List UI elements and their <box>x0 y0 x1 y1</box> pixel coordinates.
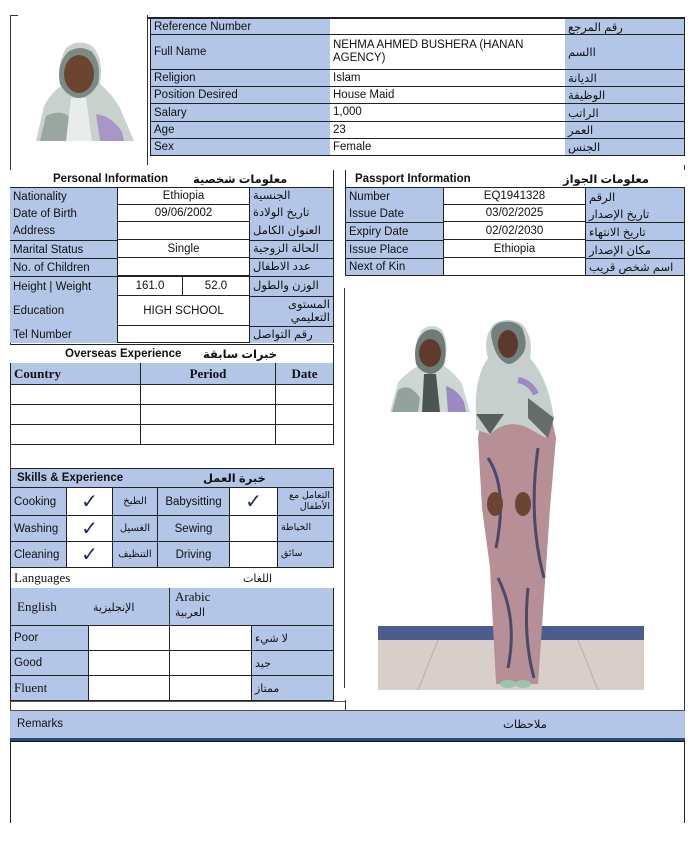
header-value: House Maid <box>330 87 566 104</box>
skill-label: Cleaning <box>10 542 67 568</box>
language-arabic-level[interactable] <box>170 626 252 651</box>
overseas-title-ar: خبرات سابقة <box>203 348 278 361</box>
remarks-field[interactable] <box>10 742 685 823</box>
header-label: Age <box>150 122 331 139</box>
checkmark-icon: ✓ <box>245 491 262 513</box>
photo-frame-right-border <box>344 288 345 688</box>
full-body-photo <box>378 318 644 690</box>
personal-label: Tel Number <box>10 326 118 343</box>
language-level-label-ar: جيد <box>252 651 334 676</box>
header-label-ar: العمر <box>565 122 685 139</box>
personal-label-ar: الوزن والطول <box>250 276 334 296</box>
personal-label: Date of Birth <box>10 205 118 222</box>
overseas-column-header: Country <box>10 363 141 385</box>
header-label: Reference Number <box>150 19 331 35</box>
remarks-label-ar: ملاحظات <box>503 719 547 731</box>
overseas-cell[interactable] <box>276 425 334 445</box>
language-level-label-ar: لا شيء <box>252 626 334 651</box>
passport-value: Ethiopia <box>444 240 586 258</box>
weight-value: 52.0 <box>183 276 250 296</box>
header-label-ar: االسم <box>565 35 685 70</box>
personal-label: Address <box>10 222 118 240</box>
passport-label: Expiry Date <box>345 222 444 240</box>
overseas-cell[interactable] <box>276 385 334 405</box>
passport-label-ar: تاريخ الإصدار <box>586 205 685 222</box>
header-value <box>330 19 566 35</box>
overseas-title: Overseas Experience <box>65 347 182 360</box>
personal-label-ar: رقم التواصل <box>250 326 334 343</box>
personal-label: Education <box>10 296 118 326</box>
personal-label: Nationality <box>10 188 118 205</box>
header-label-ar: الوظيفة <box>565 87 685 104</box>
skill-checkbox[interactable] <box>67 488 113 516</box>
overseas-cell[interactable] <box>141 425 276 445</box>
overseas-cell[interactable] <box>141 405 276 425</box>
header-label-ar: رقم المرجع <box>565 19 685 35</box>
language-level-label: Good <box>10 651 89 676</box>
language-level-label-ar: ممتاز <box>252 676 334 701</box>
overseas-column-header: Date <box>276 363 334 385</box>
checkmark-icon: ✓ <box>81 544 98 566</box>
personal-value: Ethiopia <box>118 188 250 205</box>
language-level-label: Poor <box>10 626 89 651</box>
header-value: NEHMA AHMED BUSHERA (HANAN AGENCY) <box>330 35 566 70</box>
header-label-ar: الديانة <box>565 70 685 87</box>
passport-label: Issue Place <box>345 240 444 258</box>
language-english-level[interactable] <box>89 651 170 676</box>
personal-label: No. of Children <box>10 258 118 276</box>
personal-value: HIGH SCHOOL <box>118 296 250 326</box>
passport-label-ar: الرقم <box>586 188 685 205</box>
remarks-label: Remarks <box>17 718 64 730</box>
checkmark-icon: ✓ <box>81 518 98 540</box>
language-english: English <box>17 599 57 614</box>
overseas-cell[interactable] <box>276 405 334 425</box>
language-level-label: Fluent <box>10 676 89 701</box>
personal-value <box>118 222 250 240</box>
skill-checkbox[interactable] <box>230 488 278 516</box>
language-arabic-ar: العربية <box>175 607 206 619</box>
passport-value: 02/02/2030 <box>444 222 586 240</box>
skill-checkbox[interactable] <box>67 542 113 568</box>
personal-value: 09/06/2002 <box>118 205 250 222</box>
page-frame-top-left <box>10 15 18 16</box>
personal-label-ar: المستوى التعليمي <box>250 296 334 326</box>
skill-label-ar: التعامل مع الأطفال <box>278 488 334 516</box>
skill-label: Driving <box>158 542 230 568</box>
passport-value <box>444 258 586 276</box>
language-english-level[interactable] <box>89 626 170 651</box>
overseas-cell[interactable] <box>10 385 141 405</box>
header-label-ar: الراتب <box>565 104 685 122</box>
skill-checkbox[interactable] <box>230 542 278 568</box>
skill-label-ar: الغسيل <box>113 516 158 542</box>
personal-label-ar: تاريخ الولادة <box>250 205 334 222</box>
personal-info-title-ar: معلومات شخصية <box>193 174 288 186</box>
passport-title: Passport Information <box>355 173 471 185</box>
header-value: 1,000 <box>330 104 566 122</box>
personal-value <box>118 326 250 343</box>
overseas-cell[interactable] <box>10 405 141 425</box>
languages-title: Languages <box>10 568 334 588</box>
personal-label: Height | Weight <box>10 276 118 296</box>
header-label: Full Name <box>150 35 331 70</box>
passport-title-ar: معلومات الجواز <box>563 174 650 186</box>
header-label: Sex <box>150 139 331 156</box>
passport-label-ar: مكان الإصدار <box>586 240 685 258</box>
personal-label-ar: العنوان الكامل <box>250 222 334 240</box>
languages-divider <box>169 588 170 626</box>
skill-checkbox[interactable] <box>67 516 113 542</box>
left-section-bottom <box>10 701 346 702</box>
skill-checkbox[interactable] <box>230 516 278 542</box>
header-value: 23 <box>330 122 566 139</box>
overseas-cell[interactable] <box>141 385 276 405</box>
skills-title-ar: خبرة العمل <box>203 473 266 485</box>
language-arabic: Arabic <box>175 589 211 604</box>
personal-label: Marital Status <box>10 240 118 258</box>
skill-label-ar: سائق <box>278 542 334 568</box>
skill-label-ar: الطبخ <box>113 488 158 516</box>
personal-info-title: Personal Information <box>53 173 169 185</box>
personal-value <box>118 258 250 276</box>
header-label: Position Desired <box>150 87 331 104</box>
language-english-level[interactable] <box>89 676 170 701</box>
skill-label: Sewing <box>158 516 230 542</box>
header-label-ar: الجنس <box>565 139 685 156</box>
language-arabic-level[interactable] <box>170 651 252 676</box>
height-value: 161.0 <box>118 276 183 296</box>
checkmark-icon: ✓ <box>81 491 98 513</box>
passport-label: Issue Date <box>345 205 444 222</box>
passport-value: 03/02/2025 <box>444 205 586 222</box>
overseas-cell[interactable] <box>10 425 141 445</box>
personal-label-ar: الجنسية <box>250 188 334 205</box>
passport-label: Number <box>345 188 444 205</box>
header-label: Salary <box>150 104 331 122</box>
header-value: Islam <box>330 70 566 87</box>
skill-label: Cooking <box>10 488 67 516</box>
left-section-divider <box>345 700 346 710</box>
skill-label-ar: التنظيف <box>113 542 158 568</box>
skills-title: Skills & Experience <box>17 472 124 484</box>
language-english-ar: الإنجليزية <box>93 601 135 614</box>
passport-label: Next of Kin <box>345 258 444 276</box>
languages-title-ar: اللغات <box>243 572 273 585</box>
passport-label-ar: تاريخ الانتهاء <box>586 222 685 240</box>
passport-value: EQ1941328 <box>444 188 586 205</box>
overseas-column-header: Period <box>141 363 276 385</box>
portrait-photo <box>16 36 140 141</box>
passport-label-ar: اسم شخص قريب <box>586 258 685 276</box>
skill-label: Washing <box>10 516 67 542</box>
skill-label: Babysitting <box>158 488 230 516</box>
header-value: Female <box>330 139 566 156</box>
language-arabic-level[interactable] <box>170 676 252 701</box>
header-label: Religion <box>150 70 331 87</box>
personal-value: Single <box>118 240 250 258</box>
skill-label-ar: الخياطة <box>278 516 334 542</box>
personal-label-ar: الحالة الزوجية <box>250 240 334 258</box>
personal-label-ar: عدد الاطفال <box>250 258 334 276</box>
